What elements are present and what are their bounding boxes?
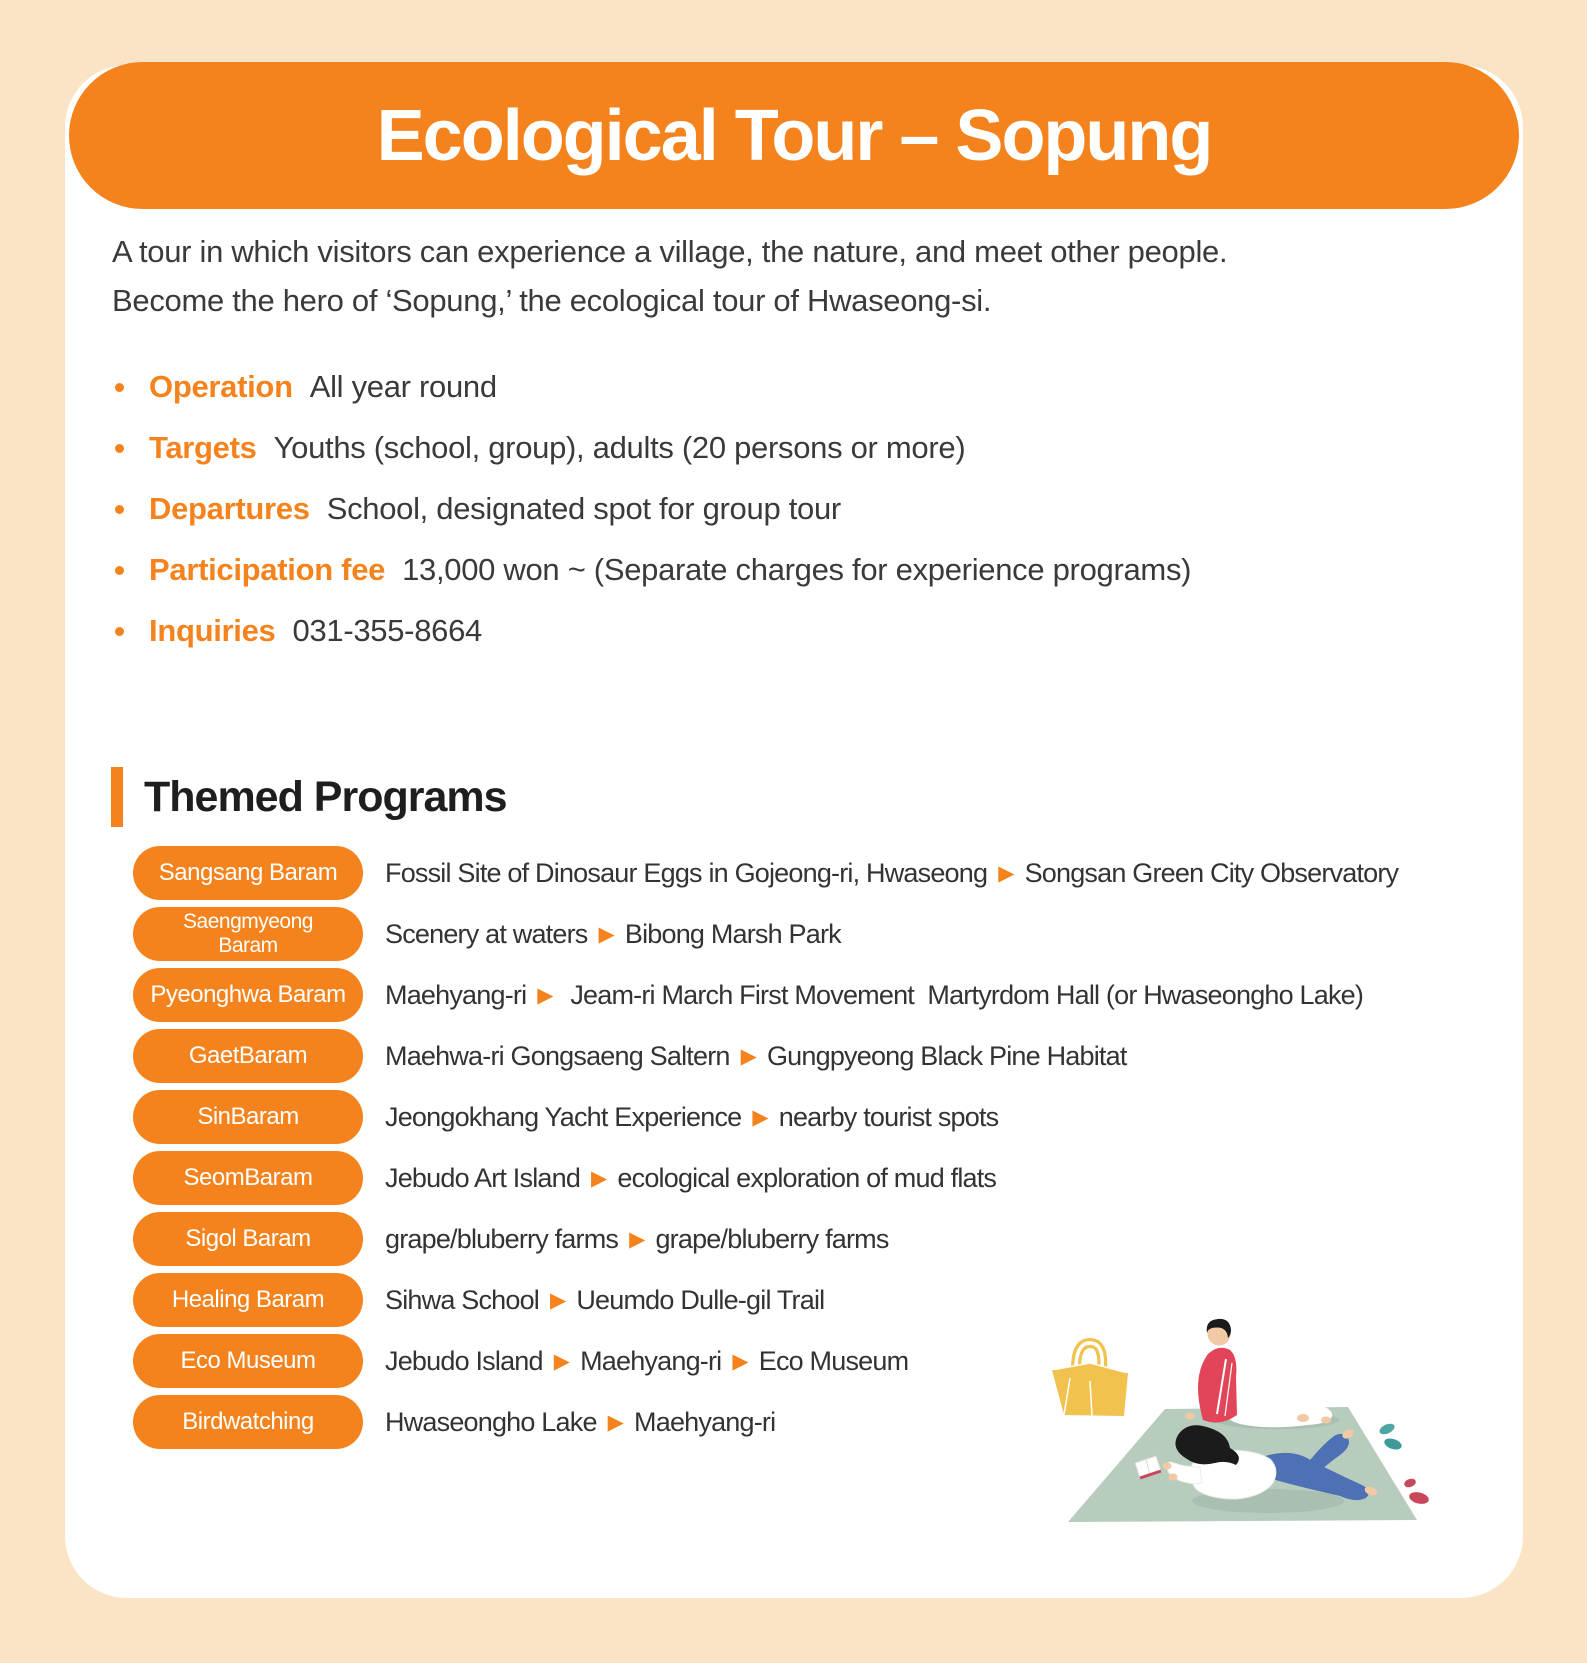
program-pill	[133, 1212, 363, 1266]
route-segment: Maehyang-ri	[634, 1406, 776, 1437]
route-segment: Songsan Green City Observatory	[1024, 857, 1399, 888]
program-pill-label: SeomBaram	[183, 1164, 313, 1191]
route-segment: Hwaseongho Lake	[385, 1406, 597, 1437]
page-title: Ecological Tour – Sopung	[376, 95, 1212, 176]
route-arrow-icon: ▶	[553, 1349, 570, 1373]
program-pill	[133, 1029, 363, 1083]
poster-card	[65, 65, 1523, 1598]
route-segment: Sihwa School	[385, 1284, 539, 1315]
info-value: 13,000 won ~ (Separate charges for experience programs)	[402, 552, 1192, 587]
program-pill	[133, 1090, 363, 1144]
route-segment: Maehwa-ri Gongsaeng Saltern	[385, 1040, 730, 1071]
route-segment: nearby tourist spots	[778, 1101, 999, 1132]
program-route	[385, 1407, 775, 1438]
info-label: Targets	[149, 430, 257, 465]
info-value: 031-355-8664	[292, 613, 482, 648]
program-row	[133, 1029, 1398, 1083]
program-pill-label: Saengmyeong Baram	[183, 910, 313, 957]
program-pill	[133, 846, 363, 900]
route-arrow-icon: ▶	[998, 861, 1014, 885]
route-segment: Jebudo Island	[385, 1345, 543, 1376]
route-segment: Maehyang-ri	[580, 1345, 722, 1376]
info-label: Participation fee	[149, 552, 386, 587]
program-route	[385, 1285, 824, 1316]
program-route	[385, 1102, 998, 1133]
route-arrow-icon: ▶	[537, 983, 553, 1007]
intro-text	[112, 228, 1227, 326]
route-segment: Jeam-ri March First Movement Martyrdom Hall (or Hwaseongho Lake)	[563, 979, 1364, 1010]
route-segment: Eco Museum	[758, 1345, 909, 1376]
route-segment: Jeongokhang Yacht Experience	[385, 1101, 742, 1132]
route-segment: Scenery at waters	[385, 918, 588, 949]
sitting-person-pants	[1226, 1399, 1332, 1427]
route-arrow-icon: ▶	[740, 1044, 756, 1068]
bullet-dot-icon	[115, 505, 124, 514]
route-segment: Gungpyeong Black Pine Habitat	[766, 1040, 1127, 1071]
picnic-illustration	[1040, 1317, 1440, 1537]
bullet-dot-icon	[115, 566, 124, 575]
program-route	[385, 1163, 996, 1194]
program-row	[133, 968, 1398, 1022]
program-pill-label: GaetBaram	[188, 1042, 308, 1069]
info-item	[115, 492, 1191, 526]
route-segment: Bibong Marsh Park	[624, 918, 841, 949]
info-list	[115, 370, 1191, 675]
info-label: Departures	[149, 491, 310, 526]
bullet-dot-icon	[115, 444, 124, 453]
program-row	[133, 1090, 1398, 1144]
route-arrow-icon: ▶	[598, 922, 614, 946]
route-segment: grape/bluberry farms	[655, 1223, 889, 1254]
sitting-person	[1185, 1319, 1332, 1427]
program-pill	[133, 1334, 363, 1388]
bullet-dot-icon	[115, 383, 124, 392]
route-arrow-icon: ▶	[732, 1349, 748, 1373]
route-arrow-icon: ▶	[752, 1105, 768, 1129]
program-pill-label: Sigol Baram	[185, 1225, 311, 1252]
program-pill-label: Pyeonghwa Baram	[150, 981, 346, 1008]
info-value: All year round	[309, 369, 497, 404]
bullet-dot-icon	[115, 627, 124, 636]
program-route	[385, 919, 841, 950]
program-route	[385, 1346, 908, 1377]
program-pill	[133, 907, 363, 961]
program-row	[133, 1212, 1398, 1266]
intro-line-1: A tour in which visitors can experience a village, the nature, and meet other people.	[112, 234, 1228, 269]
route-segment: Fossil Site of Dinosaur Eggs in Gojeong-ri, Hwaseong	[385, 857, 988, 888]
program-row	[133, 907, 1398, 961]
lying-person-hand	[1169, 1474, 1178, 1481]
heading-accent-bar	[111, 767, 123, 827]
route-arrow-icon: ▶	[591, 1166, 607, 1190]
info-value: School, designated spot for group tour	[326, 491, 841, 526]
route-segment: Jebudo Art Island	[385, 1162, 581, 1193]
info-value: Youths (school, group), adults (20 persons or more)	[273, 430, 966, 465]
route-arrow-icon: ▶	[550, 1288, 566, 1312]
program-row	[133, 846, 1398, 900]
sitting-person-foot	[1321, 1417, 1331, 1424]
program-route	[385, 1224, 889, 1255]
program-pill	[133, 968, 363, 1022]
program-route	[385, 858, 1398, 889]
info-item	[115, 431, 1191, 465]
program-pill-label: Eco Museum	[180, 1347, 316, 1374]
info-item	[115, 370, 1191, 404]
program-pill-label: Birdwatching	[182, 1408, 314, 1435]
program-pill-label: Sangsang Baram	[158, 859, 338, 886]
header-banner	[69, 62, 1519, 209]
route-segment: grape/bluberry farms	[385, 1223, 619, 1254]
themed-programs-title: Themed Programs	[144, 772, 507, 821]
info-label: Inquiries	[149, 613, 276, 648]
program-pill-label: SinBaram	[197, 1103, 299, 1130]
sitting-person-foot	[1297, 1414, 1309, 1422]
program-row	[133, 1151, 1398, 1205]
info-label: Operation	[149, 369, 293, 404]
sitting-person-hand	[1185, 1413, 1195, 1420]
route-segment: Ueumdo Dulle-gil Trail	[576, 1284, 825, 1315]
route-segment: Maehyang-ri	[385, 979, 527, 1010]
themed-programs-heading	[111, 767, 507, 827]
info-item	[115, 553, 1191, 587]
program-pill	[133, 1151, 363, 1205]
route-arrow-icon: ▶	[629, 1227, 645, 1251]
program-pill	[133, 1395, 363, 1449]
route-segment: ecological exploration of mud flats	[617, 1162, 997, 1193]
program-route	[385, 980, 1363, 1011]
program-pill-label: Healing Baram	[171, 1286, 325, 1313]
lying-person-hand	[1163, 1463, 1172, 1470]
program-route	[385, 1041, 1127, 1072]
program-pill	[133, 1273, 363, 1327]
info-item	[115, 614, 1191, 648]
route-arrow-icon: ▶	[607, 1410, 624, 1434]
picnic-basket-icon	[1052, 1343, 1128, 1416]
intro-line-2: Become the hero of ‘Sopung,’ the ecological tour of Hwaseong-si.	[112, 282, 992, 318]
